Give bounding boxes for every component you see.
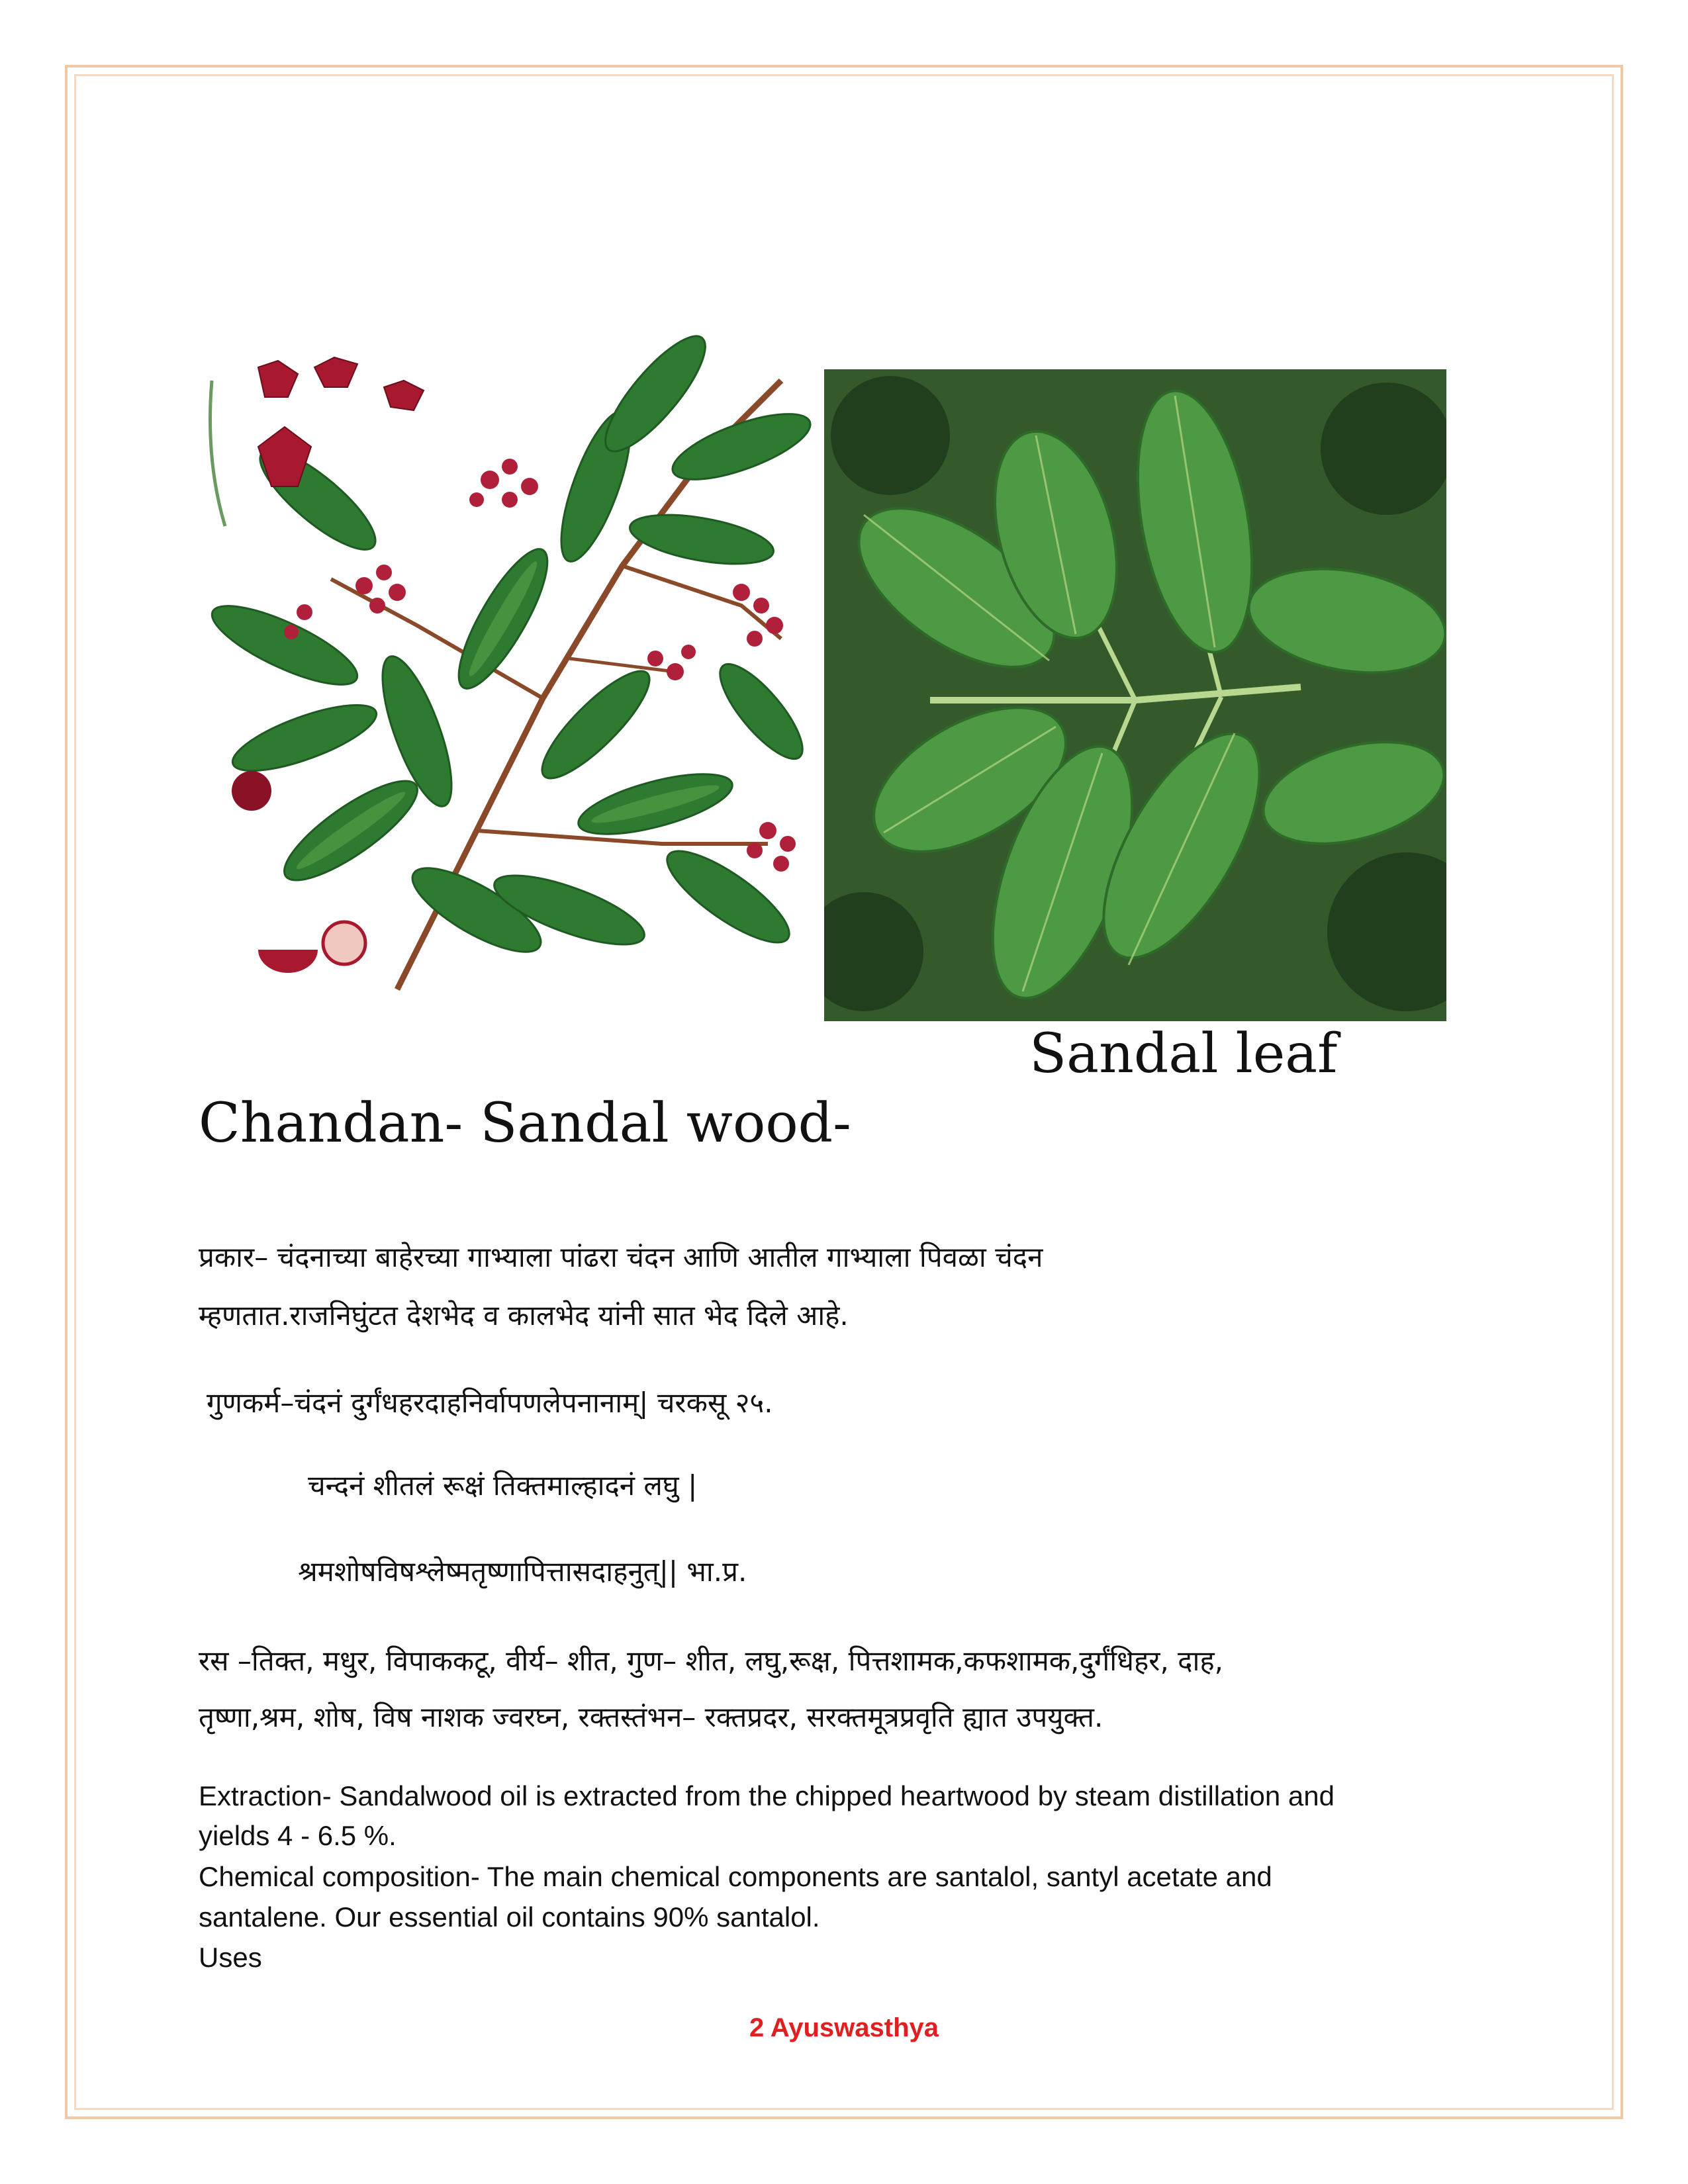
uses-heading: Uses	[199, 1942, 262, 1973]
gunakarma-line: गुणकर्म–चंदनं दुर्गंधहरदाहनिर्वापणलेपनानाम्| चरकसू २५.	[207, 1387, 773, 1419]
page-title: Chandan- Sandal wood-	[199, 1092, 851, 1155]
rasa-line-2: तृष्णा,श्रम, शोष, विष नाशक ज्वरघ्न, रक्तस्तंभन– रक्तप्रदर, सरक्तमूत्रप्रवृति ह्यात उपयुक्त.	[199, 1701, 1103, 1733]
rasa-line-1: रस –तिक्त, मधुर, विपाककटू, वीर्य– शीत, गुण– शीत, लघु,रूक्ष, पित्तशामक,कफशामक,दुर्गंधिहर, दाह,	[199, 1645, 1224, 1677]
extraction-line-1: Extraction- Sandalwood oil is extracted from the chipped heartwood by steam distillation and	[199, 1780, 1335, 1811]
shloka-line-1: चन्दनं शीतलं रूक्षं तिक्तमाल्हादनं लघु |	[308, 1469, 698, 1502]
chemical-line-2: santalene. Our essential oil contains 90% santalol.	[199, 1901, 820, 1933]
page-footer: 2 Ayuswasthya	[749, 2013, 939, 2042]
prakar-line-2: म्हणतात.राजनिघुंटत देशभेद व कालभेद यांनी सात भेद दिले आहे.	[199, 1299, 849, 1332]
sandal-leaf-photo-icon	[824, 369, 1446, 1021]
chemical-line-1: Chemical composition- The main chemical components are santalol, santyl acetate and	[199, 1861, 1272, 1892]
prakar-line-1: प्रकार– चंदनाच्या बाहेरच्या गाभ्याला पांढरा चंदन आणि आतील गाभ्याला पिवळा चंदन	[199, 1241, 1043, 1273]
sandalwood-illustration-icon	[199, 328, 814, 1006]
shloka-line-2: श्रमशोषविषश्लेष्मतृष्णापित्तासदाहनुत्|| भा.प्र.	[298, 1555, 747, 1588]
extraction-line-2: yields 4 - 6.5 %.	[199, 1820, 397, 1851]
image-caption: Sandal leaf	[1029, 1023, 1338, 1085]
